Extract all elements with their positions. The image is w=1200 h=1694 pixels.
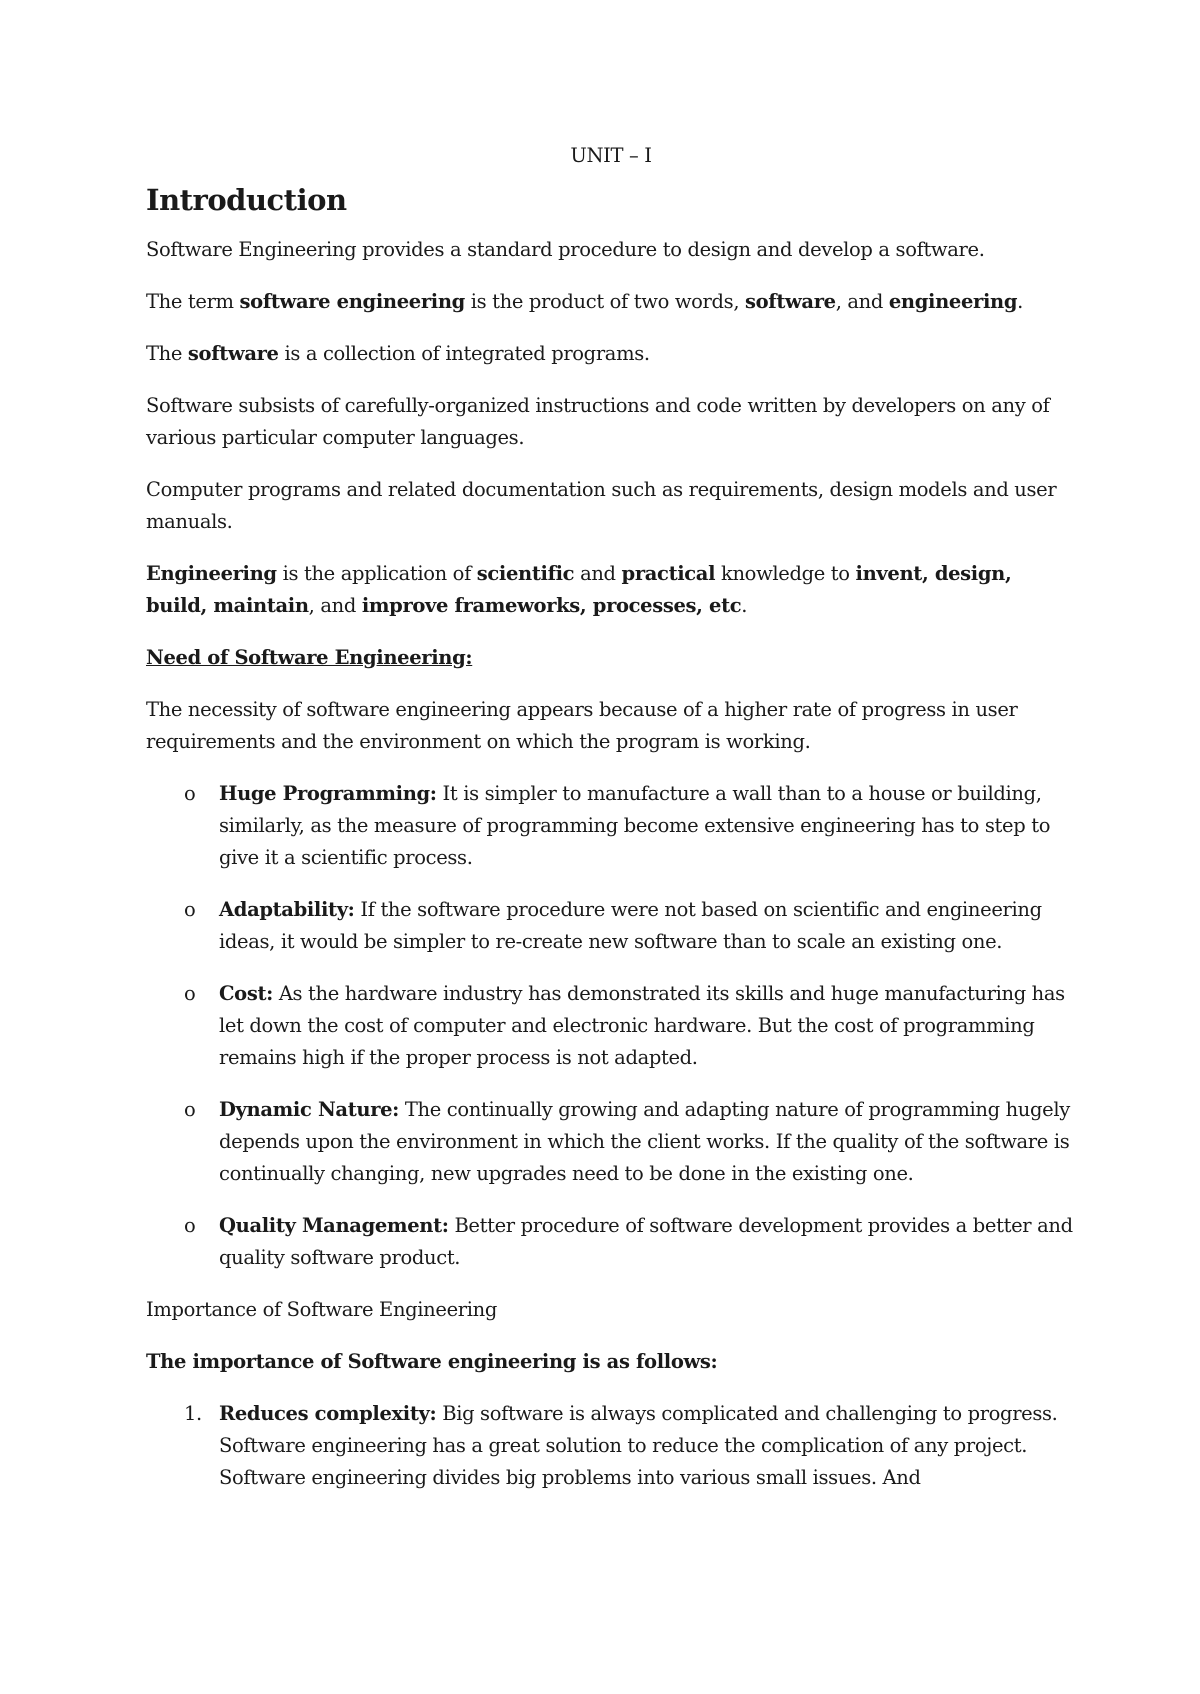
engineering-definition-paragraph: [146, 558, 1076, 622]
document-page: [146, 140, 1076, 1514]
list-item: [146, 1094, 1076, 1190]
eng-def-text-5: .: [741, 594, 748, 617]
software-definition-paragraph: [146, 338, 1076, 370]
number-marker: 1.: [184, 1402, 202, 1425]
eng-def-text-4: , and: [308, 594, 362, 617]
list-item-text: Big software is always complicated and challenging to progress. Software engineering has a great solution to reduce the complication of any project. Software engineering divides big problems into various small issues. And: [219, 1402, 1058, 1489]
term-paragraph: [146, 286, 1076, 318]
list-item-title: Cost:: [219, 982, 273, 1005]
list-item: [146, 978, 1076, 1074]
list-item-title: Reduces complexity:: [219, 1402, 437, 1425]
software-def-text-1: The: [146, 342, 188, 365]
eng-def-text-1: is the application of: [276, 562, 477, 585]
eng-def-text-3: knowledge to: [715, 562, 856, 585]
importance-heading: Importance of Software Engineering: [146, 1298, 497, 1321]
needs-list: [146, 778, 1076, 1274]
list-item-text: Better procedure of software development provides a better and quality software product.: [219, 1214, 1073, 1269]
importance-intro: [146, 1346, 1076, 1378]
list-item-text: As the hardware industry has demonstrated its skills and huge manufacturing has let down the cost of computer and electronic hardware. But the cost of programming remains high if the proper process is not adapted.: [219, 982, 1065, 1069]
bullet-marker: o: [184, 1214, 196, 1237]
term-bold-1: software engineering: [239, 290, 465, 313]
list-item-title: Dynamic Nature:: [219, 1098, 400, 1121]
term-bold-3: engineering: [888, 290, 1018, 313]
software-def-bold-1: software: [187, 342, 279, 365]
term-text-3: , and: [835, 290, 889, 313]
list-item-text: The continually growing and adapting nature of programming hugely depends upon the environment in which the client works. If the quality of the software is continually changing, new upgrades need to be done in the existing one.: [219, 1098, 1070, 1185]
bullet-marker: o: [184, 782, 196, 805]
list-item-text: It is simpler to manufacture a wall than to a house or building, similarly, as the measure of programming become extensive engineering has to step to give it a scientific process.: [219, 782, 1051, 869]
importance-list: [146, 1398, 1076, 1494]
eng-def-bold-1: Engineering: [146, 562, 277, 585]
bullet-marker: o: [184, 982, 196, 1005]
eng-def-bold-2: scientific: [476, 562, 575, 585]
list-item-title: Adaptability:: [219, 898, 355, 921]
eng-def-bold-4: invent, design, build, maintain: [146, 562, 1012, 617]
eng-def-text-2: and: [574, 562, 622, 585]
term-text-2: is the product of two words,: [464, 290, 746, 313]
list-item-title: Huge Programming:: [219, 782, 437, 805]
need-intro-paragraph: The necessity of software engineering appears because of a higher rate of progress in user requirements and the environment on which the program is working.: [146, 698, 1018, 753]
need-heading: Need of Software Engineering:: [146, 646, 473, 669]
bullet-marker: o: [184, 898, 196, 921]
term-text-4: .: [1017, 290, 1023, 313]
term-bold-2: software: [745, 290, 836, 313]
programs-paragraph: Computer programs and related documentation such as requirements, design models and user manuals.: [146, 478, 1057, 533]
list-item: [146, 1398, 1076, 1494]
bullet-marker: o: [184, 1098, 196, 1121]
software-def-text-2: is a collection of integrated programs.: [278, 342, 650, 365]
list-item: [146, 1210, 1076, 1274]
list-item: [146, 894, 1076, 958]
importance-intro-bold: The importance of Software engineering is as follows:: [146, 1350, 718, 1373]
unit-title: UNIT – I: [570, 144, 652, 167]
page-title: Introduction: [146, 183, 347, 217]
term-text-1: The term: [146, 290, 240, 313]
intro-paragraph: Software Engineering provides a standard procedure to design and develop a software.: [146, 238, 985, 261]
list-item-text: If the software procedure were not based on scientific and engineering ideas, it would be simpler to re-create new software than to scale an existing one.: [219, 898, 1042, 953]
eng-def-bold-3: practical: [621, 562, 716, 585]
eng-def-bold-5: improve frameworks, processes, etc: [361, 594, 742, 617]
list-item: [146, 778, 1076, 874]
subsists-paragraph: Software subsists of carefully-organized instructions and code written by developers on any of various particular computer languages.: [146, 394, 1050, 449]
list-item-title: Quality Management:: [219, 1214, 449, 1237]
